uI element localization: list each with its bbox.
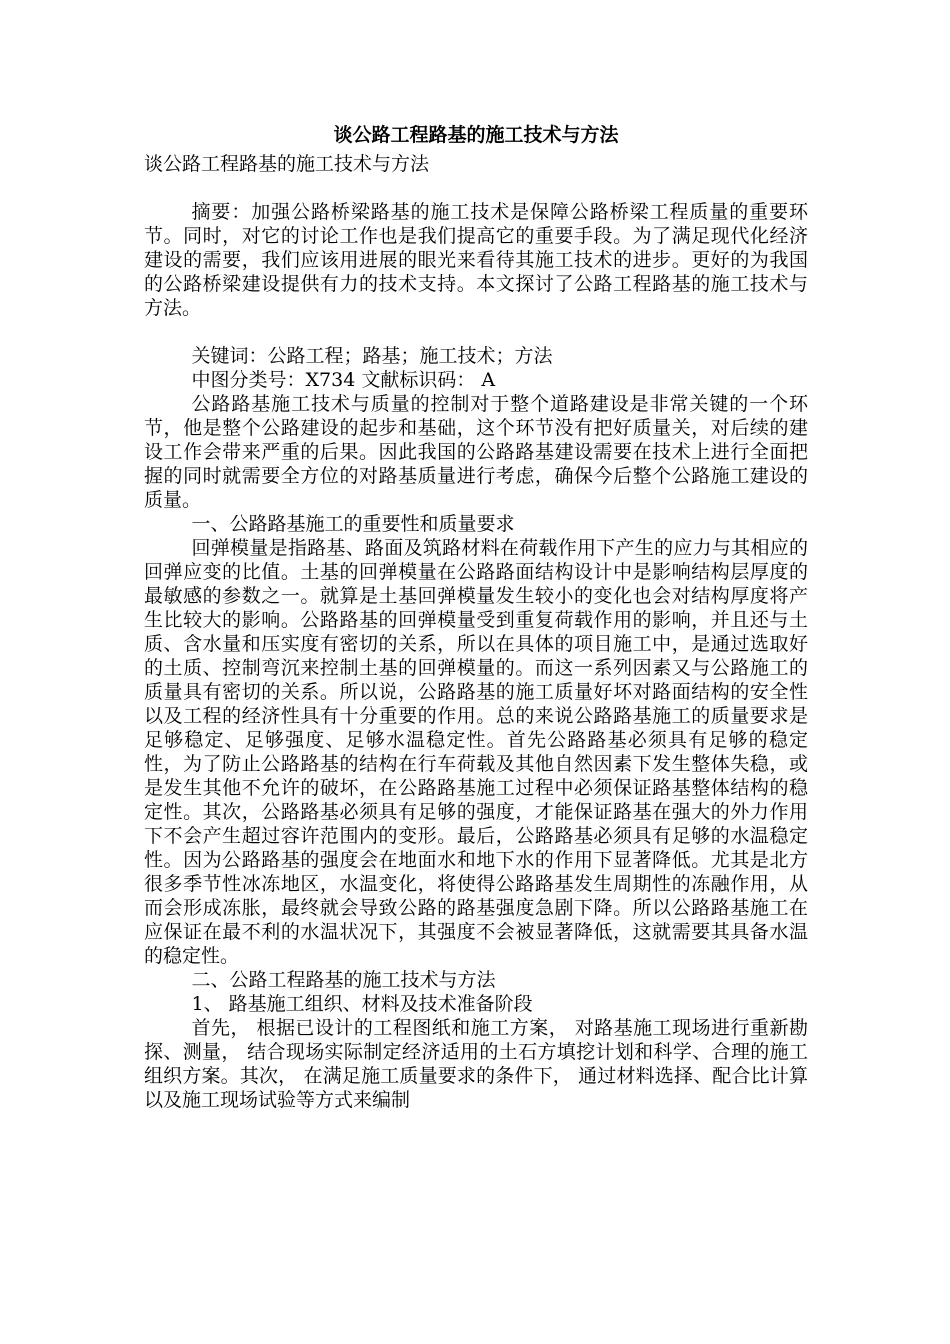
section2-subheading: 1、 路基施工组织、材料及技术准备阶段 bbox=[191, 993, 533, 1015]
section1-body: 回弹模量是指路基、路面及筑路材料在荷载作用下产生的应力与其相应的回弹应变的比值。土基的回弹模量在公路路面结构设计中是影响结构层厚度的最敏感的参数之一。就算是土基回弹模量发生较小的变化也会对结构厚度将产生比较大的影响。公路路基的回弹模量受到重复荷载作用的影响，并且还与土质、含水量和压实度有密切的关系，所以在具体的项目施工中，是通过选取好的土质、控制弯沉来控制土基的回弹模量的。而这一系列因素又与公路施工的质量具有密切的关系。所以说，公路路基的施工质量好坏对路面结构的安全性以及工程的经济性具有十分重要的作用。总的来说公路路基施工的质量要求是足够稳定、足够强度、足够水温稳定性。首先公路路基必须具有足够的稳定性，为了防止公路路基的结构在行车荷载及其他自然因素下发生整体失稳，或是发生其他不允许的破坏，在公路路基施工过程中必须保证路基整体结构的稳定性。其次，公路路基必须具有足够的强度，才能保证路基在强大的外力作用下不会产生超过容许范围内的变形。最后，公路路基必须具有足够的水温稳定性。因为公路路基的强度会在地面水和地下水的作用下显著降低。尤其是北方很多季节性冰冻地区，水温变化，将使得公路路基发生周期性的冻融作用，从而会形成冻胀，最终就会导致公路的路基强度急剧下降。所以公路路基施工在应保证在最不利的水温状况下，其强度不会被显著降低，这就需要其具备水温的稳定性。 bbox=[144, 537, 808, 967]
section2-body: 首先， 根据已设计的工程图纸和施工方案， 对路基施工现场进行重新勘探、测量， 结合现场实际制定经济适用的土石方填挖计划和科学、合理的施工组织方案。其次， 在满足施工质量要求的条件下， 通过材料选择、配合比计算以及施工现场试验等方式来编制 bbox=[144, 1017, 808, 1111]
abstract-paragraph: 摘要：加强公路桥梁路基的施工技术是保障公路桥梁工程质量的重要环节。同时，对它的讨论工作也是我们提高它的重要手段。为了满足现代化经济建设的需要，我们应该用进展的眼光来看待其施工技术的进步。更好的为我国的公路桥梁建设提供有力的技术支持。本文探讨了公路工程路基的施工技术与方法。 bbox=[144, 201, 808, 319]
document-page bbox=[144, 120, 808, 1112]
section1-heading: 一、公路路基施工的重要性和质量要求 bbox=[191, 513, 515, 535]
spacer bbox=[144, 176, 808, 200]
document-subtitle: 谈公路工程路基的施工技术与方法 bbox=[144, 153, 430, 175]
spacer bbox=[144, 320, 808, 344]
document-title: 谈公路工程路基的施工技术与方法 bbox=[333, 124, 619, 146]
section2-heading: 二、公路工程路基的施工技术与方法 bbox=[191, 969, 496, 991]
classification-line: 中图分类号：X734 文献标识码： A bbox=[191, 369, 496, 391]
keywords-line: 关键词：公路工程；路基；施工技术；方法 bbox=[191, 345, 553, 367]
intro-paragraph: 公路路基施工技术与质量的控制对于整个道路建设是非常关键的一个环节，他是整个公路建设的起步和基础，这个环节没有把好质量关，对后续的建设工作会带来严重的后果。因此我国的公路路基建设需要在技术上进行全面把握的同时就需要全方位的对路基质量进行考虑，确保今后整个公路施工建设的质量。 bbox=[144, 393, 808, 511]
